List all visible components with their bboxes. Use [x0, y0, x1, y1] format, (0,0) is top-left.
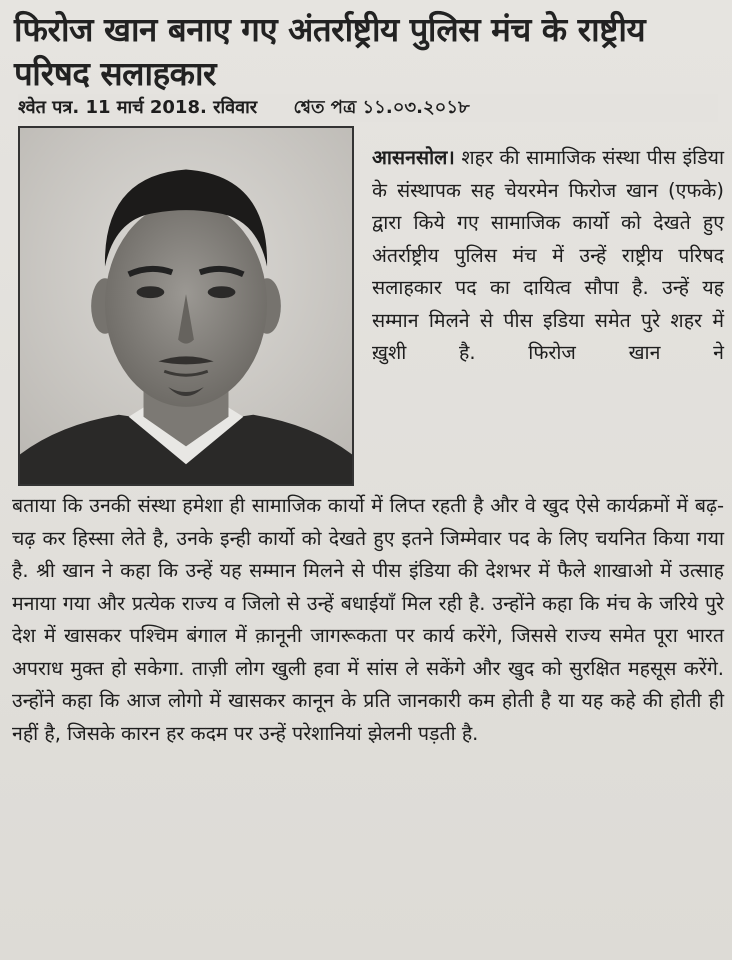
lead-word: आसनसोल। [372, 146, 455, 169]
portrait-photo [18, 126, 354, 486]
body-paragraph: बताया कि उनकी संस्था हमेशा ही सामाजिक कार्यो में लिप्त रहती है और वे खुद ऐसे कार्यक्रमों में बढ़-चढ़ कर हिस्सा लेते है, उनके इन्ही कार्यो को देखते हुए इतने जिम्मेवार पद के लिए चयनित किया गया है. श्री खान ने कहा कि उन्हें यह सम्मान मिलने से पीस इंडिया की देशभर में फैले शाखाओ में उत्साह मनाया गया और प्रत्येक राज्य व जिलो से उन्हें बधाईयाँ मिल रही है. उन्होंने कहा कि मंच के जरिये पुरे देश में खासकर पश्चिम बंगाल में क़ानूनी जागरूकता पर कार्य करेंगे, जिससे राज्य समेत पूरा भारत अपराध मुक्त हो सकेगा. ताज़ी लोग खुली हवा में सांस ले सकेंगे और खुद को सुरक्षित महसूस करेंगे. उन्होंने कहा कि आज लोगो में खासकर कानून के प्रति जानकारी कम होती है या यह कहे की होती ही नहीं है, जिसके कारन हर कदम पर उन्हें परेशानियां झेलनी पड़ती है. [12, 494, 724, 745]
dateline-hindi: श्वेत पत्र. 11 मार्च 2018. रविवार [18, 97, 258, 118]
article-column-text [372, 142, 724, 370]
headline: फिरोज खान बनाए गए अंतर्राष्ट्रीय पुलिस मंच के राष्ट्रीय परिषद सलाहकार [14, 10, 646, 93]
column-body: शहर की सामाजिक संस्था पीस इंडिया के संस्थापक सह चेयरमेन फिरोज खान (एफके) द्वारा किये गए सामाजिक कार्यो को देखते हुए अंतर्राष्ट्रीय पुलिस मंच में उन्हें राष्ट्रीय परिषद सलाहकार पद का दायित्व सौपा है. उन्हें यह सम्मान मिलने से पीस इडिया समेत पुरे शहर में ख़ुशी है. फिरोज खान ने [372, 146, 724, 364]
article-body-text [12, 490, 724, 750]
dateline-bengali: শ্বেত পত্র ১১.০৩.২০১৮ [293, 97, 470, 118]
portrait-photo-icon [20, 128, 352, 484]
dateline [18, 94, 718, 122]
